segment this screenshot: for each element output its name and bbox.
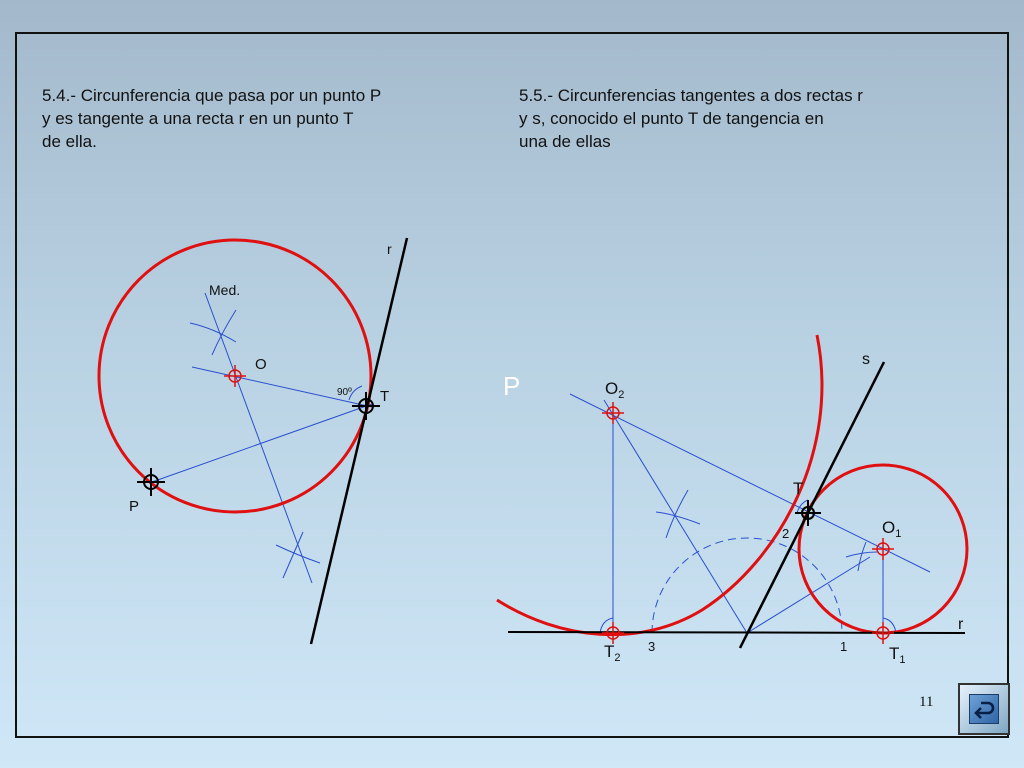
number-3-label: 3	[648, 639, 656, 654]
center-o-label: O	[255, 356, 267, 373]
right-title-line-3: una de ellas	[519, 132, 611, 151]
point-p-label: P	[129, 498, 140, 515]
large-tangent-arc	[497, 335, 822, 635]
o2-label-sub: 2	[618, 389, 625, 401]
o1-label	[882, 518, 901, 540]
left-title-line-1: 5.4.- Circunferencia que pasa por un punto P	[42, 86, 382, 105]
left-figure	[99, 238, 407, 644]
number-2-label: 2	[782, 526, 790, 541]
mediatrix-arc-top-2	[212, 310, 236, 355]
bisector-arc-4	[858, 542, 866, 571]
o1-marker	[872, 538, 894, 560]
point-p-marker	[137, 468, 165, 496]
t1-marker	[872, 622, 894, 644]
tangent-point-t-label: T	[380, 388, 390, 405]
bisector-arc-1	[656, 512, 700, 524]
mediatrix-label: Med.	[209, 282, 241, 298]
t-marker	[795, 500, 821, 526]
t2-label	[604, 642, 621, 664]
right-title-line-1: 5.5.- Circunferencias tangentes a dos rectas r	[519, 86, 863, 105]
bisector-rs-line	[604, 400, 747, 633]
perpendicular-at-t-line	[570, 394, 930, 572]
mediatrix-arc-bottom-1	[276, 545, 320, 563]
back-button[interactable]	[958, 683, 1010, 735]
left-title-line-2: y es tangente a una recta r en un punto T	[42, 109, 354, 128]
left-line-r-label: r	[387, 241, 392, 257]
t2-marker	[602, 622, 624, 644]
center-o-marker	[224, 365, 246, 387]
o2-label-main: O	[605, 379, 619, 398]
dashed-arc-radius	[652, 538, 842, 633]
number-1-label: 1	[840, 639, 848, 654]
tangent-point-t-marker	[352, 392, 380, 420]
right-angle-label: 90º	[337, 387, 352, 398]
left-construction-lines	[152, 293, 372, 583]
left-line-r	[311, 238, 407, 644]
mediatrix-arc-top-1	[190, 323, 236, 342]
t1-label	[889, 644, 906, 666]
t1-label-sub: 1	[899, 654, 906, 666]
big-p-label: P	[503, 371, 521, 401]
right-line-r-label: r	[958, 616, 964, 633]
o2-marker	[602, 402, 624, 424]
t-label: T	[793, 479, 804, 498]
right-figure	[497, 335, 967, 666]
t1-label-main: T	[889, 644, 900, 663]
right-title-line-2: y s, conocido el punto T de tangencia en	[519, 109, 824, 128]
line-s-label: s	[862, 351, 870, 368]
t2-label-sub: 2	[614, 652, 621, 664]
angle-arc-t1	[883, 618, 896, 633]
o1-label-main: O	[882, 518, 896, 537]
return-arrow-icon	[969, 694, 999, 724]
chord-pt-line	[152, 404, 372, 482]
line-s	[740, 362, 884, 648]
page-number: 11	[919, 694, 934, 710]
right-line-r	[508, 632, 965, 633]
angle-arc-t2	[600, 618, 613, 633]
o2-label	[605, 379, 624, 401]
o1-label-sub: 1	[895, 528, 902, 540]
t2-label-main: T	[604, 642, 615, 661]
left-title-line-3: de ella.	[42, 132, 97, 151]
right-construction-lines	[570, 394, 930, 633]
